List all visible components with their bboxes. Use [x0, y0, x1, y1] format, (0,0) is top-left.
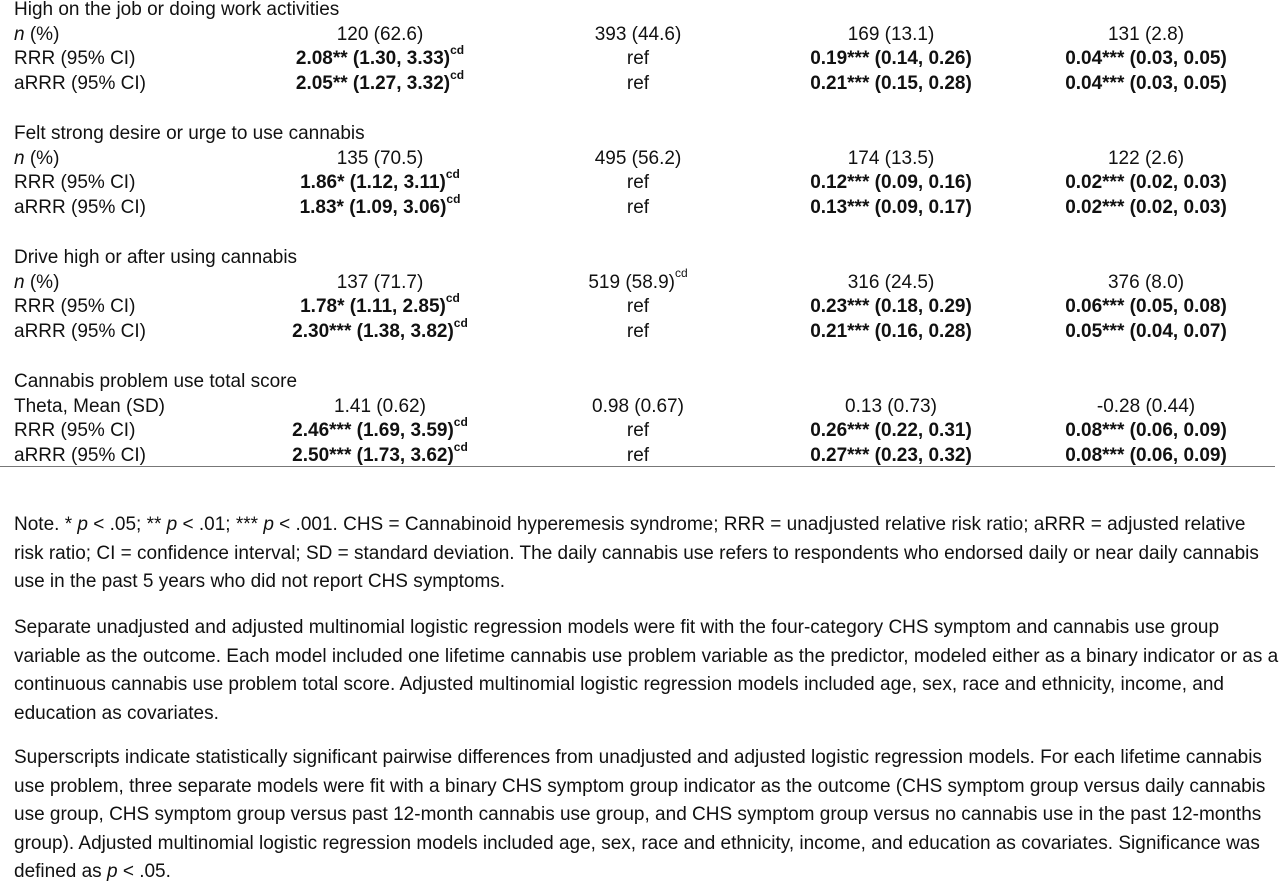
no-use-cell	[1025, 46, 1267, 71]
chs-symptom-cell-value: 1.86* (1.12, 3.11)	[300, 172, 446, 194]
past-12m-cell-value: 0.19*** (0.14, 0.26)	[810, 48, 972, 70]
section-title-row	[0, 245, 1280, 270]
daily-use-cell-value: ref	[626, 197, 650, 219]
section-title: Drive high or after using cannabis	[14, 247, 298, 268]
section-title-row	[0, 0, 1280, 22]
chs-symptom-cell	[265, 67, 495, 96]
past-12m-cell	[770, 418, 1012, 443]
count-label-italic: n	[14, 23, 25, 45]
daily-use-cell-value: 0.98 (0.67)	[592, 395, 684, 417]
arrr-row	[0, 67, 1280, 96]
daily-use-cell	[520, 46, 756, 71]
significance-superscript: cd	[445, 167, 460, 182]
no-use-cell-value: 0.02*** (0.02, 0.03)	[1065, 172, 1227, 194]
significance-superscript: cd	[453, 439, 468, 454]
count-row-label	[14, 394, 165, 419]
past-12m-cell-value: 0.13*** (0.09, 0.17)	[810, 197, 972, 219]
no-use-cell-value: 0.05*** (0.04, 0.07)	[1065, 321, 1227, 343]
significance-superscript: cd	[450, 43, 465, 58]
past-12m-cell-value: 316 (24.5)	[847, 271, 935, 293]
arrr-label: aRRR (95% CI)	[14, 73, 146, 95]
no-use-cell	[1025, 22, 1267, 47]
daily-use-cell	[520, 418, 756, 443]
no-use-cell-value: 0.06*** (0.05, 0.08)	[1065, 296, 1227, 318]
count-label-italic: n	[14, 147, 25, 169]
superscript-paragraph	[14, 744, 1280, 887]
daily-use-cell-value: ref	[626, 172, 650, 194]
daily-use-cell-value: ref	[626, 445, 650, 467]
past-12m-cell-value: 0.23*** (0.18, 0.29)	[810, 296, 972, 318]
no-use-cell	[1025, 294, 1267, 319]
superscript-tail: < .05.	[117, 861, 171, 882]
arrr-label: aRRR (95% CI)	[14, 445, 146, 467]
daily-use-cell-value: ref	[626, 296, 650, 318]
past-12m-cell	[770, 195, 1012, 220]
past-12m-cell-value: 0.12*** (0.09, 0.16)	[810, 172, 972, 194]
count-label-rest: Theta, Mean (SD)	[14, 395, 165, 417]
section-title-row	[0, 369, 1280, 394]
no-use-cell	[1025, 443, 1267, 468]
count-row	[0, 22, 1280, 47]
count-label-italic: n	[14, 271, 25, 293]
arrr-label: aRRR (95% CI)	[14, 321, 146, 343]
note-p-symbol: p	[166, 514, 178, 535]
methods-paragraph: Separate unadjusted and adjusted multinomial logistic regression models were fit with the four-category CHS symptom and cannabis use group variable as the outcome. Each model included one lifetime cannabis use problem variable as the predictor, modeled either as a binary indicator or as a continuous cannabis use problem total score. Adjusted multinomial logistic regression models included age, sex, race and ethnicity, income, and education as covariates.	[14, 617, 1279, 724]
no-use-cell	[1025, 170, 1267, 195]
section-title: Cannabis problem use total score	[14, 371, 298, 392]
no-use-cell	[1025, 270, 1267, 295]
daily-use-cell	[520, 170, 756, 195]
p-symbol: p	[106, 861, 118, 882]
chs-symptom-cell-value: 2.46*** (1.69, 3.59)	[292, 420, 454, 442]
note-text: < .01; ***	[177, 514, 264, 535]
past-12m-cell	[770, 46, 1012, 71]
table-bottom-rule	[0, 466, 1275, 467]
past-12m-cell	[770, 319, 1012, 344]
no-use-cell-value: 0.04*** (0.03, 0.05)	[1065, 73, 1227, 95]
past-12m-cell-value: 174 (13.5)	[847, 147, 935, 169]
daily-use-cell-value: 519 (58.9)	[588, 271, 675, 293]
count-row-label	[14, 146, 59, 171]
chs-symptom-cell-value: 1.41 (0.62)	[334, 395, 426, 417]
chs-symptom-cell-value: 2.05** (1.27, 3.32)	[295, 73, 451, 95]
chs-symptom-cell-value: 2.50*** (1.73, 3.62)	[292, 445, 454, 467]
no-use-cell-value: 0.08*** (0.06, 0.09)	[1065, 420, 1227, 442]
significance-superscript: cd	[453, 315, 468, 330]
count-row-label	[14, 22, 59, 47]
past-12m-cell	[770, 146, 1012, 171]
note-p-symbol: p	[77, 514, 88, 535]
past-12m-cell	[770, 71, 1012, 96]
no-use-cell-value: 131 (2.8)	[1107, 23, 1185, 45]
no-use-cell-value: -0.28 (0.44)	[1096, 395, 1196, 417]
no-use-cell	[1025, 195, 1267, 220]
chs-symptom-cell	[265, 439, 495, 468]
chs-symptom-cell-value: 2.30*** (1.38, 3.82)	[292, 321, 454, 343]
rrr-label: RRR (95% CI)	[14, 48, 136, 70]
daily-use-cell	[520, 22, 756, 47]
section-title: Felt strong desire or urge to use cannabis	[14, 123, 365, 144]
past-12m-cell	[770, 170, 1012, 195]
daily-use-cell-value: ref	[626, 321, 650, 343]
count-row	[0, 146, 1280, 171]
count-label-rest: (%)	[24, 23, 60, 45]
no-use-cell	[1025, 319, 1267, 344]
daily-use-cell	[520, 195, 756, 220]
daily-use-cell	[520, 266, 756, 295]
note-text: < .001. CHS = Cannabinoid hyperemesis syndrome; RRR = unadjusted relative risk ratio; aRRR = adjusted relative risk ratio; CI = confidence interval; SD = standard deviation. The daily cannabis use refers to respondents who endorsed daily or near daily cannabis use in the past 5 years who did not report CHS symptoms.	[14, 514, 1259, 592]
past-12m-cell-value: 0.27*** (0.23, 0.32)	[810, 445, 972, 467]
daily-use-cell	[520, 319, 756, 344]
no-use-cell	[1025, 418, 1267, 443]
rrr-label: RRR (95% CI)	[14, 420, 136, 442]
chs-symptom-cell	[265, 146, 495, 171]
significance-superscript: cd	[446, 191, 461, 206]
superscript-text: Superscripts indicate statistically significant pairwise differences from unadjusted and adjusted logistic regression models. For each lifetime cannabis use problem, three separate models were fit with a binary CHS symptom group indicator as the outcome (CHS symptom group versus daily cannabis use group, CHS symptom group versus past 12-month cannabis use group, and CHS symptom group versus no cannabis use in the past 12-months group). Adjusted multinomial logistic regression models included age, sex, race and ethnicity, income, and education as covariates. Significance was defined as	[14, 747, 1266, 882]
note-p-symbol: p	[263, 514, 274, 535]
rrr-row	[0, 415, 1280, 443]
past-12m-cell-value: 169 (13.1)	[847, 23, 935, 45]
daily-use-cell	[520, 394, 756, 419]
past-12m-cell	[770, 270, 1012, 295]
no-use-cell	[1025, 146, 1267, 171]
section-title-row	[0, 121, 1280, 146]
note-prefix: Note. *	[14, 514, 78, 535]
chs-symptom-cell-value: 1.78* (1.11, 2.85)	[300, 296, 446, 318]
past-12m-cell-value: 0.21*** (0.15, 0.28)	[810, 73, 972, 95]
past-12m-cell	[770, 22, 1012, 47]
arrr-row	[0, 191, 1280, 220]
no-use-cell-value: 122 (2.6)	[1107, 147, 1185, 169]
chs-symptom-cell-value: 2.08** (1.30, 3.33)	[295, 48, 451, 70]
daily-use-cell-value: 495 (56.2)	[594, 147, 682, 169]
count-label-rest: (%)	[24, 147, 60, 169]
no-use-cell-value: 0.08*** (0.06, 0.09)	[1065, 445, 1227, 467]
count-label-rest: (%)	[24, 271, 60, 293]
section-title: High on the job or doing work activities	[14, 0, 340, 20]
rrr-row	[0, 43, 1280, 71]
arrr-row	[0, 315, 1280, 344]
significance-superscript: cd	[674, 266, 688, 281]
rrr-row	[0, 167, 1280, 195]
count-row	[0, 394, 1280, 419]
chs-symptom-cell-value: 1.83* (1.09, 3.06)	[299, 197, 447, 219]
count-row-label	[14, 270, 59, 295]
chs-symptom-cell-value: 120 (62.6)	[336, 23, 424, 45]
no-use-cell-value: 376 (8.0)	[1107, 271, 1185, 293]
chs-symptom-cell	[265, 270, 495, 295]
chs-symptom-cell	[265, 167, 495, 195]
past-12m-cell-value: 0.21*** (0.16, 0.28)	[810, 321, 972, 343]
count-row	[0, 266, 1280, 295]
chs-symptom-cell-value: 135 (70.5)	[336, 147, 424, 169]
daily-use-cell-value: 393 (44.6)	[594, 23, 682, 45]
daily-use-cell	[520, 443, 756, 468]
arrr-label: aRRR (95% CI)	[14, 197, 146, 219]
daily-use-cell	[520, 146, 756, 171]
chs-symptom-cell	[265, 315, 495, 344]
past-12m-cell-value: 0.13 (0.73)	[845, 395, 937, 417]
significance-superscript: cd	[450, 67, 465, 82]
no-use-cell	[1025, 394, 1267, 419]
note-text: < .05; **	[87, 514, 167, 535]
significance-superscript: cd	[453, 415, 468, 430]
chs-symptom-cell-value: 137 (71.7)	[336, 271, 424, 293]
rrr-row	[0, 291, 1280, 319]
no-use-cell	[1025, 71, 1267, 96]
daily-use-cell-value: ref	[626, 420, 650, 442]
rrr-label: RRR (95% CI)	[14, 172, 136, 194]
chs-symptom-cell	[265, 191, 495, 220]
no-use-cell-value: 0.02*** (0.02, 0.03)	[1065, 197, 1227, 219]
significance-superscript: cd	[445, 291, 460, 306]
rrr-label: RRR (95% CI)	[14, 296, 136, 318]
daily-use-cell-value: ref	[626, 73, 650, 95]
past-12m-cell	[770, 294, 1012, 319]
arrr-row	[0, 439, 1280, 468]
past-12m-cell	[770, 443, 1012, 468]
past-12m-cell-value: 0.26*** (0.22, 0.31)	[810, 420, 972, 442]
daily-use-cell-value: ref	[626, 48, 650, 70]
note-paragraph	[14, 511, 1280, 597]
daily-use-cell	[520, 71, 756, 96]
daily-use-cell	[520, 294, 756, 319]
no-use-cell-value: 0.04*** (0.03, 0.05)	[1065, 48, 1227, 70]
past-12m-cell	[770, 394, 1012, 419]
